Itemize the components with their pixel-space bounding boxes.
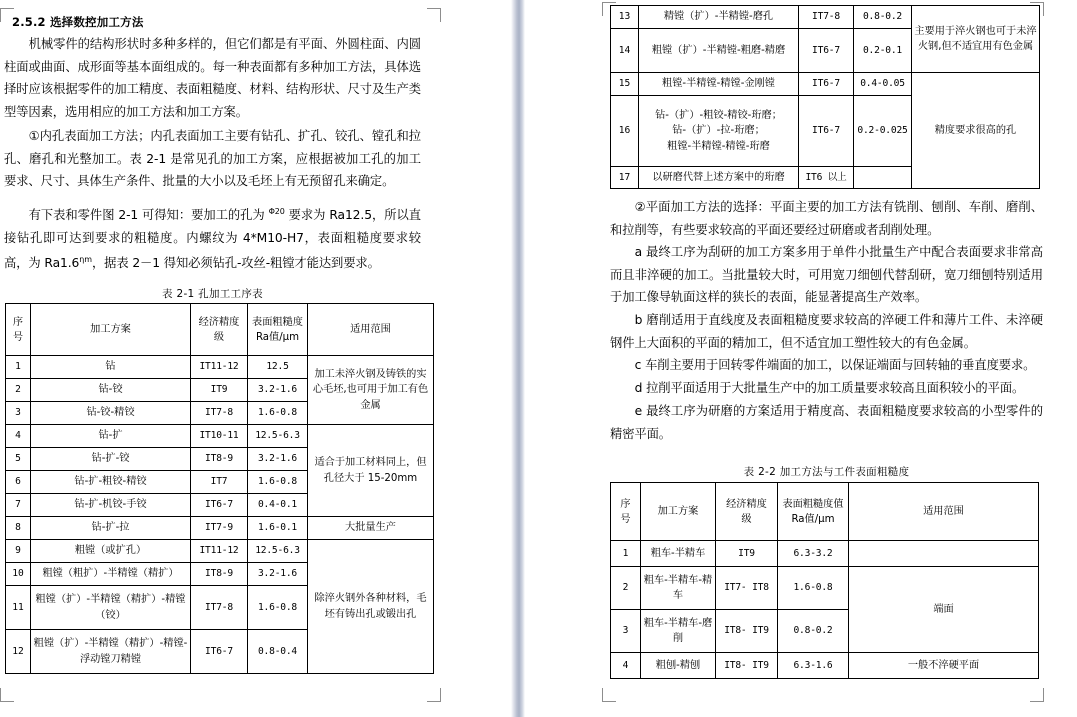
cell-roughness: 0.4-0.1	[248, 494, 308, 517]
cell-seq: 1	[611, 541, 641, 567]
cell-seq: 4	[6, 425, 31, 448]
cell-roughness: 0.8-0.2	[778, 610, 849, 653]
cell-scheme: 粗镗-半精镗-精镗-金刚镗	[639, 73, 799, 96]
cell-scope: 适合于加工材料同上，但孔径大于 15-20mm	[308, 425, 434, 517]
right-paragraph-5: d 拉削平面适用于大批量生产中的加工质量要求较高且面积较小的平面。	[634, 381, 1025, 395]
table-2-2-wrapper	[610, 482, 1039, 679]
table-row	[611, 541, 1039, 567]
cell-scheme: 粗镗（扩）-半精镗（精扩）-精镗-浮动镗刀精镗	[31, 630, 191, 674]
cell-scope: 精度要求很高的孔	[912, 73, 1040, 189]
cell-seq: 3	[6, 402, 31, 425]
cell-grade: IT7-8	[191, 586, 248, 630]
cell-grade: IT8-9	[191, 448, 248, 471]
cell-roughness: 0.4-0.05	[854, 73, 912, 96]
cell-grade: IT10-11	[191, 425, 248, 448]
header-seq: 序 号	[6, 304, 31, 356]
cell-grade: IT8-9	[191, 563, 248, 586]
cell-roughness: 6.3-3.2	[778, 541, 849, 567]
cell-scheme: 粗刨-精刨	[641, 653, 716, 679]
right-paragraph-6: e 最终工序为研磨的方案适用于精度高、表面粗糙度要求较高的小型零件的精密平面。	[610, 404, 1043, 441]
cell-seq: 13	[611, 6, 639, 29]
cell-roughness: 1.6-0.8	[248, 402, 308, 425]
cell-seq: 3	[611, 610, 641, 653]
cell-seq: 5	[6, 448, 31, 471]
section-heading: 2.5.2 选择数控加工方法	[12, 15, 144, 29]
cell-roughness: 3.2-1.6	[248, 563, 308, 586]
cell-seq: 4	[611, 653, 641, 679]
margin-mark-top-right	[427, 8, 441, 22]
cell-roughness: 12.5-6.3	[248, 425, 308, 448]
header-scope: 适用范围	[308, 304, 434, 356]
table-header-row	[6, 304, 434, 356]
cell-grade: IT7	[191, 471, 248, 494]
cell-scheme: 钻	[31, 356, 191, 379]
paragraph-3-prefix: 有下表和零件图 2-1 可得知：要加工的孔为	[28, 208, 269, 223]
cell-scope: 除淬火钢外各种材料，毛坯有铸出孔或锻出孔	[308, 540, 434, 674]
cell-seq: 10	[6, 563, 31, 586]
cell-grade: IT8- IT9	[716, 653, 778, 679]
table-row	[6, 356, 434, 379]
cell-scheme: 粗镗（粗扩）-半精镗（精扩）	[31, 563, 191, 586]
cell-scheme: 钻-（扩）-粗铰-精铰-珩磨； 钻-（扩）-拉-珩磨； 粗镗-半精镗-精镗-珩磨	[639, 96, 799, 167]
cell-roughness	[854, 167, 912, 189]
cell-scheme: 粗车-半精车-磨削	[641, 610, 716, 653]
cell-seq: 15	[611, 73, 639, 96]
cell-roughness: 0.2-0.1	[854, 29, 912, 73]
cell-roughness: 6.3-1.6	[778, 653, 849, 679]
table-row	[611, 567, 1039, 610]
table-2-1	[5, 303, 434, 674]
table-row	[611, 73, 1040, 96]
cell-scheme: 钻-铰	[31, 379, 191, 402]
page-left	[0, 0, 482, 717]
table-2-1-continuation-wrapper	[610, 5, 1040, 189]
cell-scope: 端面	[849, 567, 1039, 653]
margin-mark-bottom-right-right-page	[1030, 688, 1044, 702]
cell-scheme: 钻-扩-粗铰-精铰	[31, 471, 191, 494]
header-roughness: 表面粗糙度 Ra值/μm	[248, 304, 308, 356]
cell-seq: 9	[6, 540, 31, 563]
table-2-1-wrapper	[5, 303, 434, 674]
header-grade: 经济精度 级	[191, 304, 248, 356]
cell-roughness: 0.8-0.2	[854, 6, 912, 29]
table-row	[6, 425, 434, 448]
cell-seq: 7	[6, 494, 31, 517]
paragraph-3-suffix: ，据表 2－1 得知必须钻孔-攻丝-粗镗才能达到要求。	[91, 256, 380, 271]
cell-grade: IT6 以上	[799, 167, 854, 189]
table-2-2	[610, 482, 1039, 679]
cell-seq: 14	[611, 29, 639, 73]
cell-scheme: 钻-扩-拉	[31, 517, 191, 540]
cell-grade: IT11-12	[191, 540, 248, 563]
table-2-2-caption: 表 2-2 加工方法与工件表面粗糙度	[743, 466, 910, 478]
cell-seq: 11	[6, 586, 31, 630]
paragraph-1: 机械零件的结构形状时多种多样的，但它们都是有平面、外圆柱面、内圆柱面或曲面、成形面等基本面组成的。每一种表面都有多种加工方法，具体选择时应该根据零件的加工精度、表面粗糙度、材料、结构形状、尺寸及生产类型等因素，选用相应的加工方法和加工方案。	[4, 37, 421, 119]
cell-roughness: 1.6-0.1	[248, 517, 308, 540]
page-gutter	[511, 0, 525, 717]
cell-seq: 17	[611, 167, 639, 189]
cell-grade: IT6-7	[191, 630, 248, 674]
margin-mark-bottom-right	[427, 688, 441, 702]
cell-grade: IT6-7	[799, 96, 854, 167]
table-row	[611, 6, 1040, 29]
cell-scheme: 粗镗（扩）-半精镗（精扩）-精镗（铰）	[31, 586, 191, 630]
header-seq: 序 号	[611, 483, 641, 541]
cell-seq: 16	[611, 96, 639, 167]
page-left-body	[0, 0, 482, 717]
table-row	[611, 653, 1039, 679]
page-right	[562, 0, 1077, 717]
header-scheme: 加工方案	[31, 304, 191, 356]
header-grade: 经济精度 级	[716, 483, 778, 541]
right-paragraph-1: ②平面加工方法的选择：平面主要的加工方法有铣削、刨削、车削、磨削、和拉削等，有些要求较高的平面还要经过研磨或者刮削处理。	[610, 200, 1043, 237]
paragraph-3-mid: 要求为 Ra12.5，所以直接钻孔即可达到要求的粗糙度。内螺纹为 4*M10-H7，表面粗糙度要求较高，为 Ra1.6	[4, 208, 421, 271]
cell-scope	[849, 541, 1039, 567]
right-paragraph-4: c 车削主要用于回转零件端面的加工，以保证端面与回转轴的垂直度要求。	[634, 358, 1036, 372]
margin-mark-bottom-left-right-page	[602, 688, 616, 702]
header-scheme: 加工方案	[641, 483, 716, 541]
cell-scope: 一般不淬硬平面	[849, 653, 1039, 679]
cell-roughness: 12.5	[248, 356, 308, 379]
cell-roughness: 3.2-1.6	[248, 448, 308, 471]
cell-seq: 2	[611, 567, 641, 610]
cell-scheme: 粗镗（扩）-半精镗-粗磨-精磨	[639, 29, 799, 73]
cell-scheme: 钻-扩-铰	[31, 448, 191, 471]
cell-scheme: 钻-铰-精铰	[31, 402, 191, 425]
cell-grade: IT9	[716, 541, 778, 567]
page-right-body	[562, 0, 1077, 717]
table-header-row	[611, 483, 1039, 541]
cell-scope: 加工未淬火钢及铸铁的实心毛坯,也可用于加工有色金属	[308, 356, 434, 425]
cell-grade: IT6-7	[799, 73, 854, 96]
cell-scheme: 精镗（扩）-半精镗-磨孔	[639, 6, 799, 29]
table-row	[6, 540, 434, 563]
header-roughness: 表面粗糙度值 Ra值/μm	[778, 483, 849, 541]
right-paragraph-2: a 最终工序为刮研的加工方案多用于单件小批量生产中配合表面要求非常高而且非淬硬的加工。当批量较大时，可用宽刀细刨代替刮研，宽刀细刨特别适用于加工像导轨面这样的狭长的表面，能显著提高生产效率。	[610, 245, 1043, 305]
cell-scope: 大批量生产	[308, 517, 434, 540]
cell-roughness: 1.6-0.8	[248, 471, 308, 494]
cell-scheme: 以研磨代替上述方案中的珩磨	[639, 167, 799, 189]
cell-roughness: 12.5-6.3	[248, 540, 308, 563]
margin-mark-bottom-left	[0, 688, 14, 702]
right-paragraph-3: b 磨削适用于直线度及表面粗糙度要求较高的淬硬工件和薄片工件、未淬硬钢件上大面积的平面的精加工，但不适宜加工塑性较大的有色金属。	[610, 313, 1043, 350]
paragraph-3	[4, 201, 421, 275]
cell-scheme: 粗车-半精车	[641, 541, 716, 567]
cell-seq: 2	[6, 379, 31, 402]
paragraph-2: ①内孔表面加工方法；内孔表面加工主要有钻孔、扩孔、铰孔、镗孔和拉孔、磨孔和光整加工。表 2-1 是常见孔的加工方案，应根据被加工孔的加工要求、尺寸、具体生产条件、批量的大小以及毛坯上有无预留孔来确定。	[4, 129, 421, 189]
cell-roughness: 1.6-0.8	[778, 567, 849, 610]
cell-roughness: 0.2-0.025	[854, 96, 912, 167]
cell-seq: 1	[6, 356, 31, 379]
header-scope: 适用范围	[849, 483, 1039, 541]
cell-roughness: 1.6-0.8	[248, 586, 308, 630]
diameter-superscript: Φ20	[268, 207, 285, 216]
cell-grade: IT7- IT8	[716, 567, 778, 610]
cell-grade: IT6-7	[191, 494, 248, 517]
cell-scope: 主要用于淬火钢也可于未淬火钢,但不适宜用有色金属	[912, 6, 1040, 73]
cell-roughness: 3.2-1.6	[248, 379, 308, 402]
table-2-1-continuation	[610, 5, 1040, 189]
cell-grade: IT7-8	[191, 402, 248, 425]
cell-grade: IT11-12	[191, 356, 248, 379]
cell-grade: IT9	[191, 379, 248, 402]
unit-superscript: ηm	[79, 255, 92, 265]
cell-grade: IT7-8	[799, 6, 854, 29]
cell-seq: 12	[6, 630, 31, 674]
table-row	[6, 517, 434, 540]
cell-seq: 6	[6, 471, 31, 494]
cell-scheme: 粗车-半精车-精车	[641, 567, 716, 610]
cell-grade: IT8- IT9	[716, 610, 778, 653]
cell-scheme: 钻-扩	[31, 425, 191, 448]
table-2-1-caption: 表 2-1 孔加工工序表	[162, 288, 263, 300]
cell-grade: IT6-7	[799, 29, 854, 73]
cell-seq: 8	[6, 517, 31, 540]
cell-scheme: 钻-扩-机铰-手铰	[31, 494, 191, 517]
cell-grade: IT7-9	[191, 517, 248, 540]
cell-scheme: 粗镗（或扩孔）	[31, 540, 191, 563]
cell-roughness: 0.8-0.4	[248, 630, 308, 674]
